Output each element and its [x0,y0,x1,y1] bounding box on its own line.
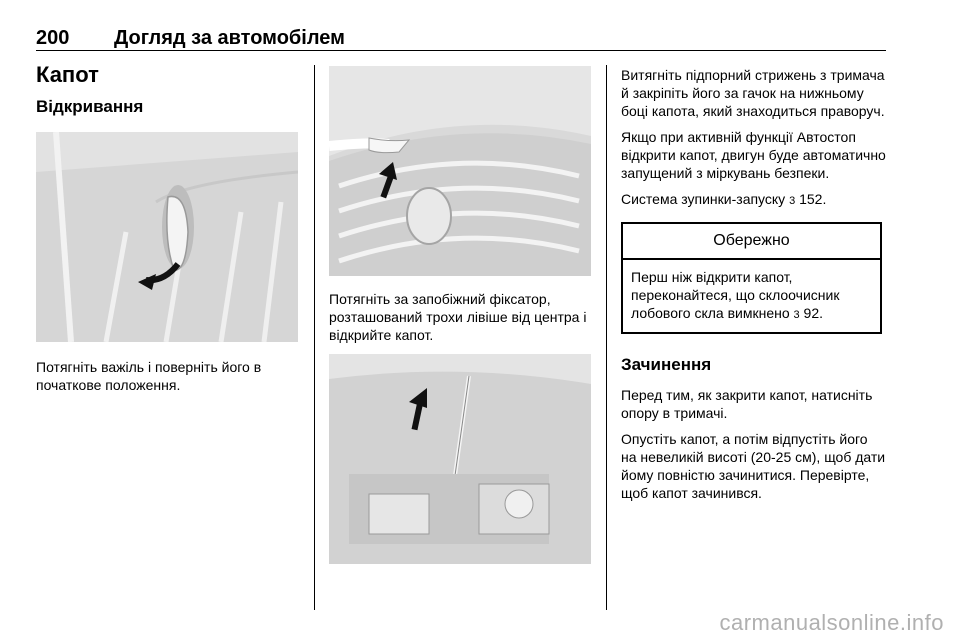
column-divider-2 [606,65,607,610]
column-2 [329,66,591,564]
lever-caption: Потягніть важіль і поверніть його в початкове положення. [36,359,262,393]
stop-start-page-ref: 152. [799,191,827,207]
section-title: Капот [36,62,99,87]
header-rule [36,50,886,51]
stop-start-reference [621,190,886,210]
opening-subtitle: Відкривання [36,97,144,116]
caution-box [621,222,882,334]
closing-paragraph-1: Перед тим, як закрити капот, натисніть опору в тримачі. [621,387,873,421]
chapter-title: Догляд за автомобілем [114,27,345,49]
column-3 [621,66,886,502]
column-divider-1 [314,65,315,610]
watermark: carmanualsonline.info [719,610,944,635]
closing-subtitle: Зачинення [621,355,712,374]
caution-body [623,260,880,332]
page-number: 200 [36,27,70,49]
grille-latch-illustration [329,66,591,276]
stop-start-text: Система зупинки-запуску [621,191,786,207]
caution-page-ref: 92. [803,305,824,321]
page-header [36,27,886,49]
closing-paragraph-2: Опустіть капот, а потім відпустіть його на невеликій висоті (20-25 см), щоб дати йому повністю зачинитися. Перевірте, щоб капот зачинився. [621,431,886,501]
caution-text-content: Перш ніж відкрити капот, переконайтеся, що склоочисник лобового скла вимкнено [631,269,840,321]
autostop-paragraph: Якщо при активній функції Автостоп відкрити капот, двигун буде автоматично запущений з міркувань безпеки. [621,129,886,181]
lever-illustration [36,132,298,342]
page-ref-arrow-icon: 3 [789,195,796,207]
column-1 [36,60,298,394]
page-ref-arrow-icon: 3 [793,309,800,321]
prop-rod-paragraph: Витягніть підпорний стрижень з тримача й закріпіть його за гачок на нижньому боці капота, який знаходиться праворуч. [621,67,885,119]
caution-title: Обережно [623,224,880,260]
latch-caption: Потягніть за запобіжний фіксатор, розташований трохи лівіше від центра і відкрийте капот. [329,291,587,343]
caution-text [631,268,872,324]
hood-prop-illustration [329,354,591,564]
